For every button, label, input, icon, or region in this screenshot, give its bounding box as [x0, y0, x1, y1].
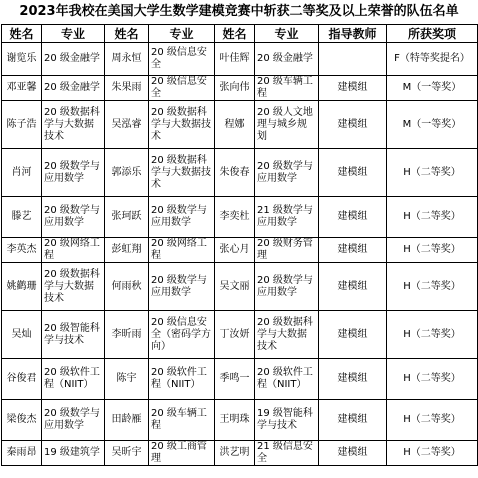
cell-major-1: 20 级智能科学与技术 [42, 311, 105, 359]
cell-name-2: 陈宇 [105, 359, 149, 400]
header-major-2: 专业 [149, 25, 215, 43]
cell-award: M（一等奖） [387, 76, 478, 101]
cell-major-1: 20 级网络工程 [42, 238, 105, 263]
cell-major-2: 20 级网络工程 [149, 238, 215, 263]
cell-award: H（二等奖） [387, 149, 478, 197]
cell-major-1: 20 级软件工程（NIIT） [42, 359, 105, 400]
cell-advisor: 建模组 [319, 311, 387, 359]
cell-name-1: 陈子浩 [2, 101, 42, 149]
cell-name-2: 周永恒 [105, 43, 149, 76]
header-award: 所获奖项 [387, 25, 478, 43]
cell-major-3: 20 级数学与应用数学 [255, 149, 319, 197]
cell-advisor: 建模组 [319, 149, 387, 197]
cell-major-3: 20 级数学与应用数学 [255, 263, 319, 311]
page-title: 2023年我校在美国大学生数学建模竞赛中斩获二等奖及以上荣誉的队伍名单 [19, 4, 459, 19]
table-row [2, 101, 478, 149]
cell-name-3: 张心月 [215, 238, 255, 263]
cell-major-2: 20 级数学与应用数学 [149, 263, 215, 311]
table-header-row [2, 25, 478, 43]
cell-name-1: 肖河 [2, 149, 42, 197]
cell-major-1: 20 级数学与应用数学 [42, 149, 105, 197]
header-major-3: 专业 [255, 25, 319, 43]
cell-advisor [319, 43, 387, 76]
cell-major-1: 20 级数据科学与大数据技术 [42, 263, 105, 311]
cell-advisor: 建模组 [319, 441, 387, 466]
cell-name-3: 季鸣一 [215, 359, 255, 400]
cell-major-3: 21 级信息安全 [255, 441, 319, 466]
cell-name-1: 梁俊杰 [2, 400, 42, 441]
cell-name-1: 姚鹳珊 [2, 263, 42, 311]
cell-major-2: 20 级数据科学与大数据技术 [149, 149, 215, 197]
cell-name-2: 李昕雨 [105, 311, 149, 359]
cell-major-3: 20 级车辆工程 [255, 76, 319, 101]
cell-name-3: 李奕杜 [215, 197, 255, 238]
cell-name-2: 何雨秋 [105, 263, 149, 311]
cell-major-3: 21 级数学与应用数学 [255, 197, 319, 238]
cell-major-2: 20 级信息安全 [149, 76, 215, 101]
cell-major-2: 20 级信息安全（密码学方向） [149, 311, 215, 359]
cell-major-1: 20 级数学与应用数学 [42, 400, 105, 441]
cell-major-3: 19 级智能科学与技术 [255, 400, 319, 441]
header-name-3: 姓名 [215, 25, 255, 43]
cell-award: H（二等奖） [387, 197, 478, 238]
cell-award: M（一等奖） [387, 101, 478, 149]
cell-major-3: 20 级金融学 [255, 43, 319, 76]
cell-major-2: 20 级车辆工程 [149, 400, 215, 441]
cell-name-1: 滕艺 [2, 197, 42, 238]
table-row [2, 197, 478, 238]
cell-major-1: 20 级数学与应用数学 [42, 197, 105, 238]
table-row [2, 359, 478, 400]
cell-name-3: 叶佳辉 [215, 43, 255, 76]
cell-name-3: 张向伟 [215, 76, 255, 101]
cell-major-3: 20 级人文地理与城乡规划 [255, 101, 319, 149]
cell-name-3: 王明珠 [215, 400, 255, 441]
cell-major-3: 20 级数据科学与大数据技术 [255, 311, 319, 359]
table-row [2, 43, 478, 76]
header-name-1: 姓名 [2, 25, 42, 43]
cell-major-1: 20 级数据科学与大数据技术 [42, 101, 105, 149]
table-row [2, 441, 478, 466]
header-name-2: 姓名 [105, 25, 149, 43]
cell-major-1: 20 级金融学 [42, 43, 105, 76]
cell-advisor: 建模组 [319, 76, 387, 101]
table-row [2, 311, 478, 359]
cell-advisor: 建模组 [319, 197, 387, 238]
table-row [2, 76, 478, 101]
table-row [2, 400, 478, 441]
cell-award: H（二等奖） [387, 238, 478, 263]
header-advisor: 指导教师 [319, 25, 387, 43]
cell-major-2: 20 级信息安全 [149, 43, 215, 76]
cell-name-1: 吴灿 [2, 311, 42, 359]
cell-advisor: 建模组 [319, 101, 387, 149]
cell-advisor: 建模组 [319, 400, 387, 441]
cell-advisor: 建模组 [319, 359, 387, 400]
cell-major-1: 20 级金融学 [42, 76, 105, 101]
cell-name-3: 丁汝妍 [215, 311, 255, 359]
cell-name-1: 秦雨昂 [2, 441, 42, 466]
table-row [2, 238, 478, 263]
cell-major-3: 20 级软件工程（NIIT） [255, 359, 319, 400]
cell-name-3: 吴文丽 [215, 263, 255, 311]
cell-major-2: 20 级工商管理 [149, 441, 215, 466]
cell-major-3: 20 级财务管理 [255, 238, 319, 263]
cell-name-3: 洪艺明 [215, 441, 255, 466]
cell-major-2: 20 级数学与应用数学 [149, 197, 215, 238]
table-row [2, 263, 478, 311]
cell-name-1: 谷俊君 [2, 359, 42, 400]
cell-name-1: 邓亚馨 [2, 76, 42, 101]
cell-major-2: 20 级数据科学与大数据技术 [149, 101, 215, 149]
cell-name-1: 李英杰 [2, 238, 42, 263]
cell-name-2: 彭虹翔 [105, 238, 149, 263]
table-row [2, 149, 478, 197]
cell-advisor: 建模组 [319, 263, 387, 311]
cell-name-3: 朱俊春 [215, 149, 255, 197]
cell-major-2: 20 级软件工程（NIIT） [149, 359, 215, 400]
cell-award: H（二等奖） [387, 263, 478, 311]
cell-award: H（二等奖） [387, 400, 478, 441]
cell-name-2: 吴昕宇 [105, 441, 149, 466]
cell-major-1: 19 级建筑学 [42, 441, 105, 466]
header-major-1: 专业 [42, 25, 105, 43]
cell-name-3: 程娜 [215, 101, 255, 149]
award-table [1, 24, 478, 466]
cell-advisor: 建模组 [319, 238, 387, 263]
cell-name-2: 朱果雨 [105, 76, 149, 101]
cell-award: F（特等奖提名） [387, 43, 478, 76]
cell-name-2: 郭添乐 [105, 149, 149, 197]
cell-award: H（二等奖） [387, 359, 478, 400]
cell-name-2: 张珂跃 [105, 197, 149, 238]
cell-award: H（二等奖） [387, 311, 478, 359]
cell-name-1: 谢览乐 [2, 43, 42, 76]
cell-name-2: 田龄雁 [105, 400, 149, 441]
cell-award: H（二等奖） [387, 441, 478, 466]
cell-name-2: 吴泓睿 [105, 101, 149, 149]
